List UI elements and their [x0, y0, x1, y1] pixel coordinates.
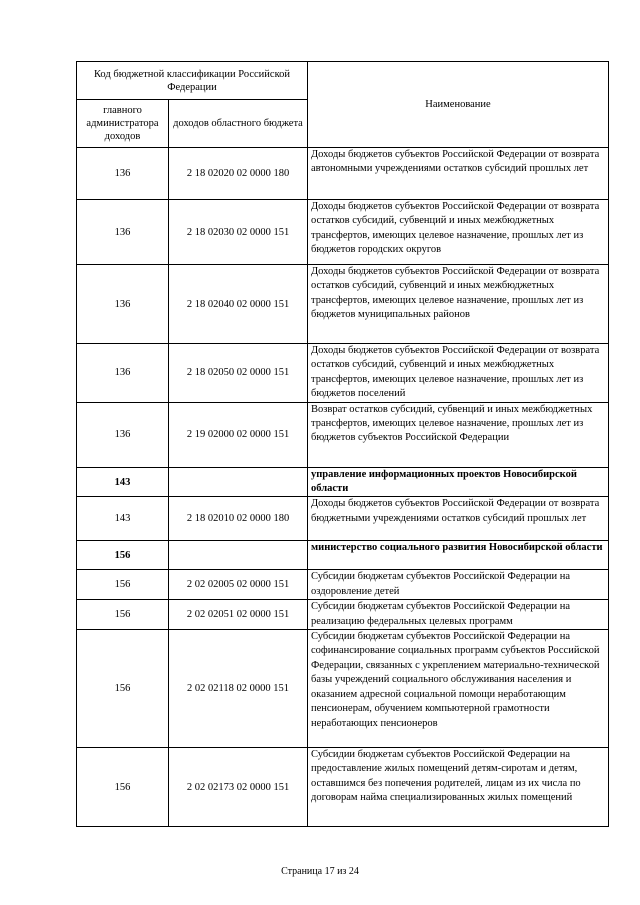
- admin-code-cell: 143: [77, 497, 169, 541]
- table-row: [77, 265, 609, 344]
- admin-code-cell: 156: [77, 630, 169, 748]
- table-body: [77, 148, 609, 827]
- admin-code-cell: 136: [77, 200, 169, 265]
- revenue-name-cell: управление информационных проектов Новосибирской области: [308, 467, 609, 497]
- revenue-name-cell: Доходы бюджетов субъектов Российской Федерации от возврата бюджетными учреждениями остатков субсидий прошлых лет: [308, 497, 609, 541]
- budget-code-cell: 2 18 02050 02 0000 151: [169, 344, 308, 403]
- budget-code-cell: 2 18 02010 02 0000 180: [169, 497, 308, 541]
- revenue-name-cell: Доходы бюджетов субъектов Российской Федерации от возврата остатков субсидий, субвенций и иных межбюджетных трансфертов, имеющих целевое назначение, прошлых лет из бюджетов городских округов: [308, 200, 609, 265]
- budget-code-cell: 2 02 02051 02 0000 151: [169, 600, 308, 630]
- budget-code-cell: [169, 541, 308, 570]
- table-row: [77, 344, 609, 403]
- revenue-name-cell: Субсидии бюджетам субъектов Российской Федерации на оздоровление детей: [308, 570, 609, 600]
- admin-code-cell: 136: [77, 402, 169, 467]
- revenue-name-cell: Доходы бюджетов субъектов Российской Федерации от возврата автономными учреждениями остатков субсидий прошлых лет: [308, 148, 609, 200]
- revenue-name-cell: Субсидии бюджетам субъектов Российской Федерации на реализацию федеральных целевых программ: [308, 600, 609, 630]
- revenue-name-cell: Доходы бюджетов субъектов Российской Федерации от возврата остатков субсидий, субвенций и иных межбюджетных трансфертов, имеющих целевое назначение, прошлых лет из бюджетов муниципальных районов: [308, 265, 609, 344]
- budget-code-cell: 2 02 02118 02 0000 151: [169, 630, 308, 748]
- admin-code-cell: 136: [77, 148, 169, 200]
- budget-code-cell: [169, 467, 308, 497]
- budget-code-cell: 2 18 02030 02 0000 151: [169, 200, 308, 265]
- table-row: [77, 600, 609, 630]
- table-row: [77, 402, 609, 467]
- admin-code-cell: 156: [77, 600, 169, 630]
- table-row: [77, 630, 609, 748]
- admin-code-cell: 136: [77, 344, 169, 403]
- admin-code-cell: 156: [77, 570, 169, 600]
- table-row: [77, 541, 609, 570]
- admin-code-cell: 143: [77, 467, 169, 497]
- revenue-name-cell: министерство социального развития Новосибирской области: [308, 541, 609, 570]
- revenue-name-cell: Доходы бюджетов субъектов Российской Федерации от возврата остатков субсидий, субвенций и иных межбюджетных трансфертов, имеющих целевое назначение, прошлых лет из бюджетов поселений: [308, 344, 609, 403]
- header-group-title: Код бюджетной классификации Российской Федерации: [77, 62, 308, 100]
- revenue-name-cell: Субсидии бюджетам субъектов Российской Федерации на предоставление жилых помещений детям-сиротам и детям, оставшимся без попечения родителей, лицам из их числа по договорам найма специализированных жилых помещений: [308, 748, 609, 827]
- revenue-name-cell: Возврат остатков субсидий, субвенций и иных межбюджетных трансфертов, имеющих целевое назначение, прошлых лет из бюджетов субъектов Российской Федерации: [308, 402, 609, 467]
- page-number: Страница 17 из 24: [281, 866, 359, 877]
- budget-classification-table: [76, 61, 609, 827]
- admin-code-cell: 156: [77, 541, 169, 570]
- revenue-name-cell: Субсидии бюджетам субъектов Российской Федерации на софинансирование социальных программ субъектов Российской Федерации, связанных с укреплением материально-технической базы учреждений социального обслуживания населения и оказанием адресной социальной помощи неработающим пенсионерам, обучением компьютерной грамотности неработающих пенсионеров: [308, 630, 609, 748]
- table-row: [77, 497, 609, 541]
- budget-code-cell: 2 18 02020 02 0000 180: [169, 148, 308, 200]
- table-row: [77, 200, 609, 265]
- budget-code-cell: 2 18 02040 02 0000 151: [169, 265, 308, 344]
- admin-code-cell: 156: [77, 748, 169, 827]
- table-row: [77, 467, 609, 497]
- header-code-column: доходов областного бюджета: [169, 100, 308, 148]
- budget-code-cell: 2 02 02005 02 0000 151: [169, 570, 308, 600]
- header-name-column: Наименование: [308, 62, 609, 148]
- table-row: [77, 148, 609, 200]
- header-admin-column: главного администратора доходов: [77, 100, 169, 148]
- budget-code-cell: 2 19 02000 02 0000 151: [169, 402, 308, 467]
- budget-code-cell: 2 02 02173 02 0000 151: [169, 748, 308, 827]
- admin-code-cell: 136: [77, 265, 169, 344]
- table-row: [77, 570, 609, 600]
- table-row: [77, 748, 609, 827]
